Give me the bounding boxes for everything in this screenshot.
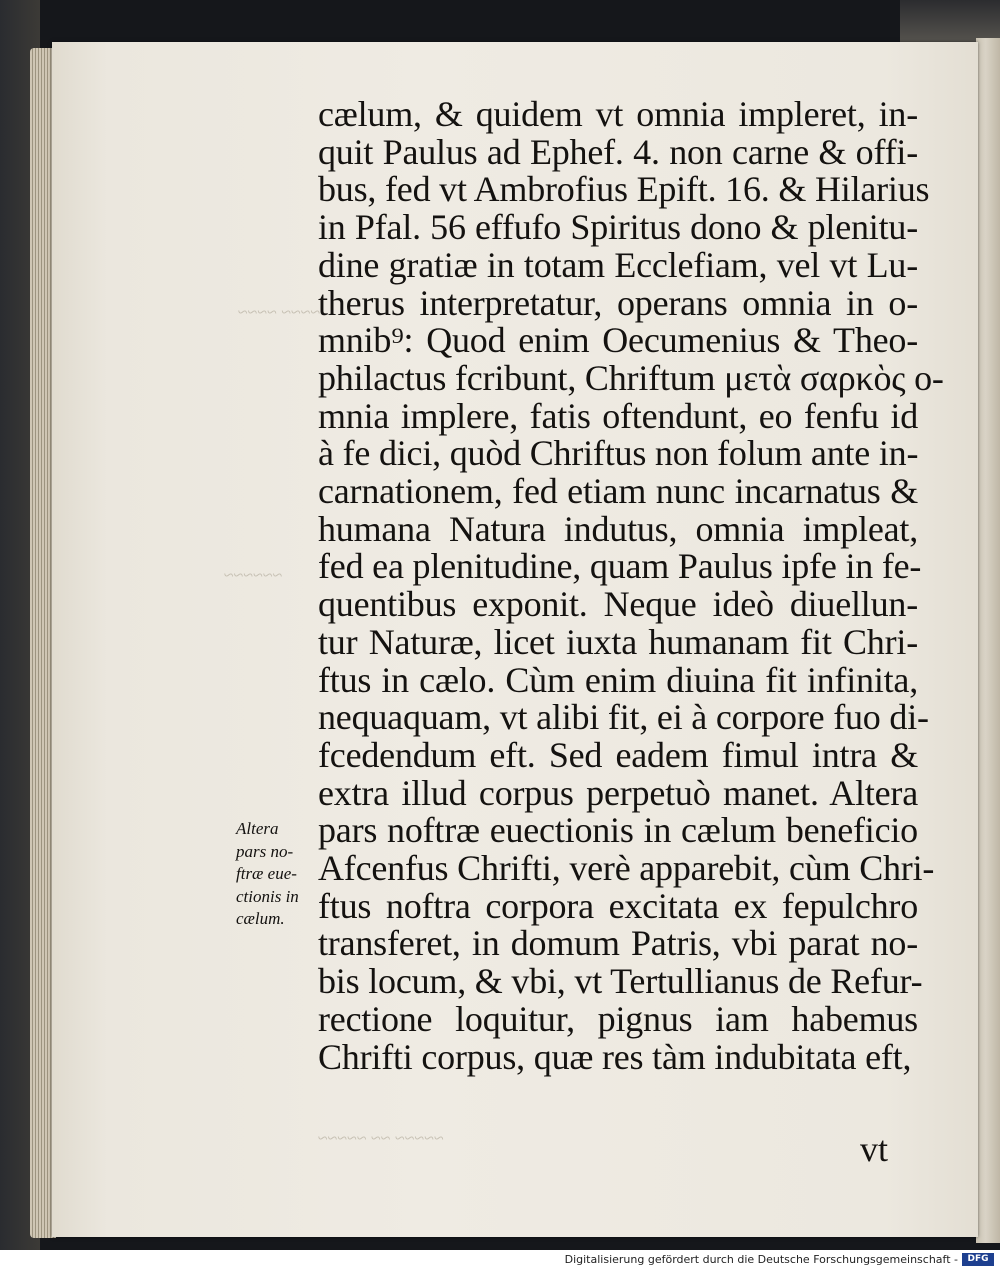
marginal-note-line: pars no- (236, 841, 294, 861)
text-line: in Pfal. 56 effufo Spiritus dono & plenitu- (318, 207, 918, 248)
text-line: bus, fed vt Ambrofius Epift. 16. & Hilarius (318, 169, 930, 210)
text-line: quentibus exponit. Neque ideò diuellun- (318, 584, 918, 625)
text-line: pars noftræ euectionis in cælum beneficio (318, 810, 918, 851)
text-line: rectione loquitur, pignus iam habemus (318, 998, 918, 1039)
marginal-note-line: cælum. (236, 909, 285, 928)
main-text-block (318, 94, 944, 1077)
text-line: mnib⁹: Quod enim Oecumenius & Theo- (318, 320, 918, 361)
text-line: extra illud corpus perpetuò manet. Altera (318, 772, 918, 813)
marginal-note-line: ftræ eue- (236, 864, 297, 883)
catchword: vt (860, 1129, 889, 1169)
marginal-note-line: Altera (236, 819, 279, 838)
text-line: à fe dici, quòd Chriftus non folum ante in- (318, 433, 919, 474)
text-line: bis locum, & vbi, vt Tertullianus de Refur- (318, 961, 923, 1002)
text-line: quit Paulus ad Ephef. 4. non carne & offi- (318, 131, 918, 172)
text-line: cælum, & quidem vt omnia impleret, in- (318, 94, 918, 134)
scanner-backdrop-top (900, 0, 1000, 42)
show-through-mark: ~~~~~~ (224, 565, 283, 585)
footer-credit: Digitalisierung gefördert durch die Deutsche Forschungsgemeinschaft - (564, 1253, 958, 1266)
show-through-mark: ~~~~ ~~~~ (238, 302, 321, 322)
text-line: dine gratiæ in totam Ecclefiam, vel vt Lu- (318, 244, 918, 285)
text-line: transferet, in domum Patris, vbi parat no- (318, 923, 918, 964)
text-line: Chrifti corpus, quæ res tàm indubitata eft, (318, 1036, 912, 1077)
text-line: nequaquam, vt alibi fit, ei à corpore fuo di- (318, 697, 929, 738)
text-line: ftus in cælo. Cùm enim diuina fit infinita, (318, 659, 918, 700)
text-line: tur Naturæ, licet iuxta humanam fit Chri- (318, 621, 918, 662)
text-line: philactus fcribunt, Chriftum μετὰ σαρκὸς o- (318, 357, 944, 398)
text-line: mnia implere, fatis oftendunt, eo fenfu id (318, 395, 918, 436)
text-line: fed ea plenitudine, quam Paulus ipfe in fe- (318, 546, 922, 587)
show-through-mark: ~~~~~ ~~ ~~~~~ (318, 1128, 444, 1148)
marginal-note-line: ctionis in (236, 886, 299, 906)
marginal-note (236, 818, 316, 931)
text-line: carnationem, fed etiam nunc incarnatus & (318, 471, 918, 512)
text-line: Afcenfus Chrifti, verè apparebit, cùm Chri- (318, 848, 935, 889)
dfg-logo: DFG (962, 1253, 994, 1266)
footer-bar (0, 1250, 1000, 1270)
text-line: therus interpretatur, operans omnia in o- (318, 282, 918, 323)
text-line: humana Natura indutus, omnia impleat, (318, 508, 918, 549)
text-line: ftus noftra corpora excitata ex fepulchro (318, 885, 918, 926)
text-line: fcedendum eft. Sed eadem fimul intra & (318, 734, 918, 775)
facing-page-edge (976, 38, 1000, 1243)
